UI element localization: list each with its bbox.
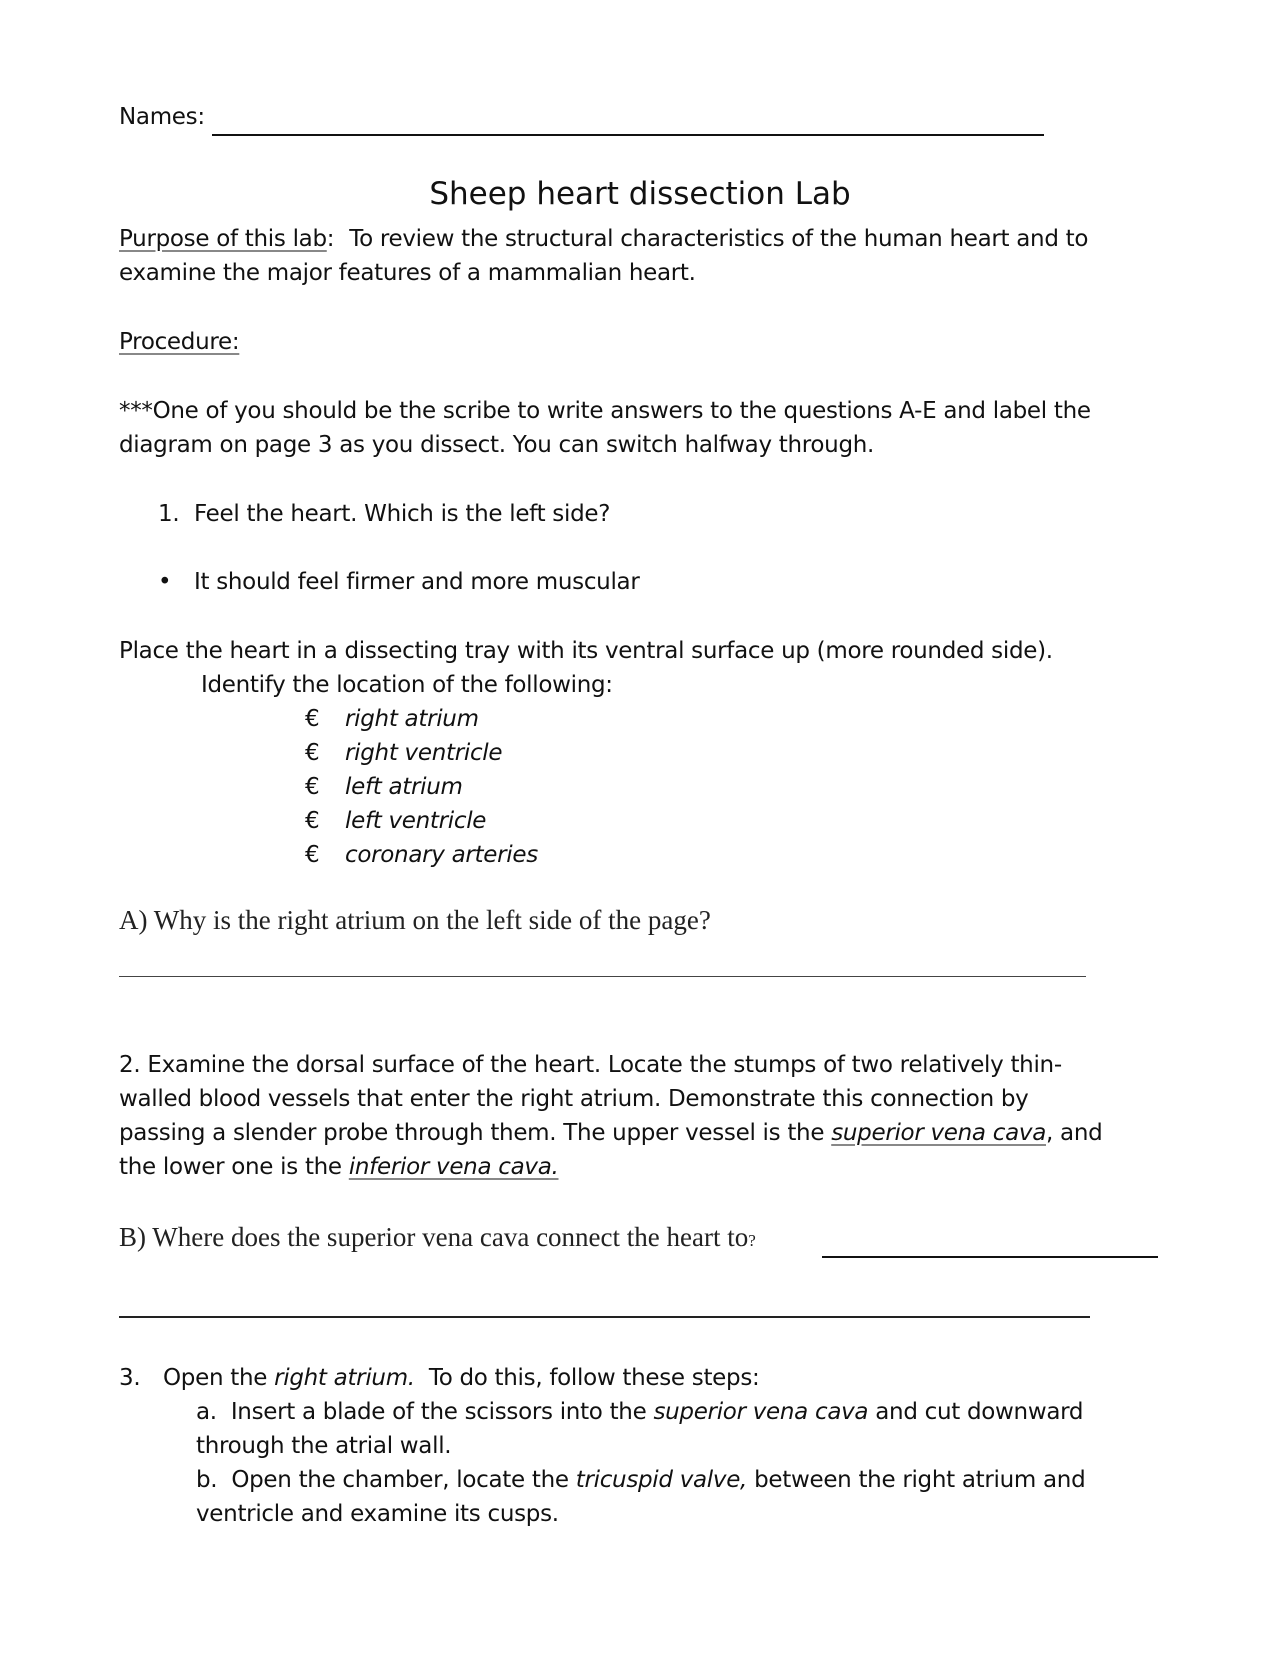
tricuspid-valve-term: tricuspid valve, bbox=[575, 1467, 748, 1493]
step-3a-post: and cut downward bbox=[868, 1399, 1084, 1425]
question-b-text: B) Where does the superior vena cava connect the heart to bbox=[119, 1222, 749, 1252]
step-2-line-3-pre: passing a slender probe through them. The upper vessel is the bbox=[119, 1120, 832, 1146]
answer-b-inline-line[interactable] bbox=[822, 1256, 1158, 1258]
step-2-line-1: 2. Examine the dorsal surface of the heart. Locate the stumps of two relatively thin- bbox=[119, 1052, 1062, 1078]
step-1-bullet-text: It should feel firmer and more muscular bbox=[194, 569, 640, 595]
names-input-line[interactable] bbox=[212, 134, 1044, 136]
structure-item-label: right atrium bbox=[345, 706, 479, 732]
placement-line-2: Identify the location of the following: bbox=[201, 672, 613, 698]
structure-item-label: coronary arteries bbox=[345, 842, 538, 868]
step-1-text: Feel the heart. Which is the left side? bbox=[194, 501, 611, 527]
structure-item bbox=[305, 706, 479, 732]
procedure-label: Procedure: bbox=[119, 329, 240, 355]
structure-item bbox=[305, 842, 538, 868]
step-1-number: 1. bbox=[158, 501, 180, 527]
purpose-label: Purpose of this lab bbox=[119, 226, 327, 252]
bullet-dot-icon: • bbox=[158, 569, 172, 595]
structure-item bbox=[305, 740, 502, 766]
superior-vena-cava-term: superior vena cava bbox=[831, 1120, 1046, 1146]
step-1-bullet bbox=[158, 569, 639, 595]
step-2-line-4 bbox=[119, 1154, 559, 1180]
structure-item bbox=[305, 774, 463, 800]
euro-bullet-icon: € bbox=[305, 808, 320, 834]
page-title: Sheep heart dissection Lab bbox=[429, 176, 851, 212]
purpose-sep: : bbox=[326, 226, 335, 252]
euro-bullet-icon: € bbox=[305, 740, 320, 766]
question-b-qmark: ? bbox=[748, 1231, 756, 1250]
placement-line-1: Place the heart in a dissecting tray with its ventral surface up (more rounded side). bbox=[119, 638, 1053, 664]
step-2-line-4-pre: the lower one is the bbox=[119, 1154, 349, 1180]
euro-bullet-icon: € bbox=[305, 706, 320, 732]
step-3 bbox=[119, 1365, 759, 1391]
inferior-vena-cava-term: inferior vena cava. bbox=[348, 1154, 559, 1180]
names-label: Names: bbox=[119, 104, 205, 130]
purpose-text-1: To review the structural characteristics of the human heart and to bbox=[349, 226, 1089, 252]
step-3-pre: Open the bbox=[163, 1365, 275, 1391]
step-1 bbox=[158, 501, 610, 527]
euro-bullet-icon: € bbox=[305, 842, 320, 868]
structure-item-label: left ventricle bbox=[345, 808, 487, 834]
step-3a-line-1 bbox=[196, 1399, 1083, 1425]
structure-item bbox=[305, 808, 486, 834]
step-3b-line-1 bbox=[196, 1467, 1085, 1493]
step-2-line-2: walled blood vessels that enter the right atrium. Demonstrate this connection by bbox=[119, 1086, 1029, 1112]
answer-b-line[interactable] bbox=[119, 1316, 1090, 1318]
step-3a-line-2: through the atrial wall. bbox=[196, 1433, 452, 1459]
names-row bbox=[119, 104, 205, 130]
step-3b-post: between the right atrium and bbox=[747, 1467, 1086, 1493]
right-atrium-term: right atrium. bbox=[274, 1365, 415, 1391]
answer-a-line[interactable] bbox=[119, 976, 1086, 977]
step-2-line-3 bbox=[119, 1120, 1102, 1146]
question-b bbox=[119, 1222, 756, 1253]
step-3-post: To do this, follow these steps: bbox=[414, 1365, 760, 1391]
step-2-line-3-post: , and bbox=[1046, 1120, 1103, 1146]
step-3a-pre: a. Insert a blade of the scissors into the bbox=[196, 1399, 654, 1425]
step-3a-term: superior vena cava bbox=[653, 1399, 869, 1425]
step-3b-line-2: ventricle and examine its cusps. bbox=[196, 1501, 559, 1527]
scribe-note-line-2: diagram on page 3 as you dissect. You can switch halfway through. bbox=[119, 432, 875, 458]
structure-item-label: right ventricle bbox=[345, 740, 503, 766]
purpose-line-1 bbox=[119, 226, 1088, 252]
purpose-line-2: examine the major features of a mammalian heart. bbox=[119, 260, 696, 286]
question-a: A) Why is the right atrium on the left side of the page? bbox=[119, 905, 711, 935]
scribe-note-line-1: ***One of you should be the scribe to write answers to the questions A-E and label the bbox=[119, 398, 1091, 424]
euro-bullet-icon: € bbox=[305, 774, 320, 800]
step-3-number: 3. bbox=[119, 1365, 141, 1391]
structure-item-label: left atrium bbox=[345, 774, 463, 800]
step-3b-pre: b. Open the chamber, locate the bbox=[196, 1467, 576, 1493]
